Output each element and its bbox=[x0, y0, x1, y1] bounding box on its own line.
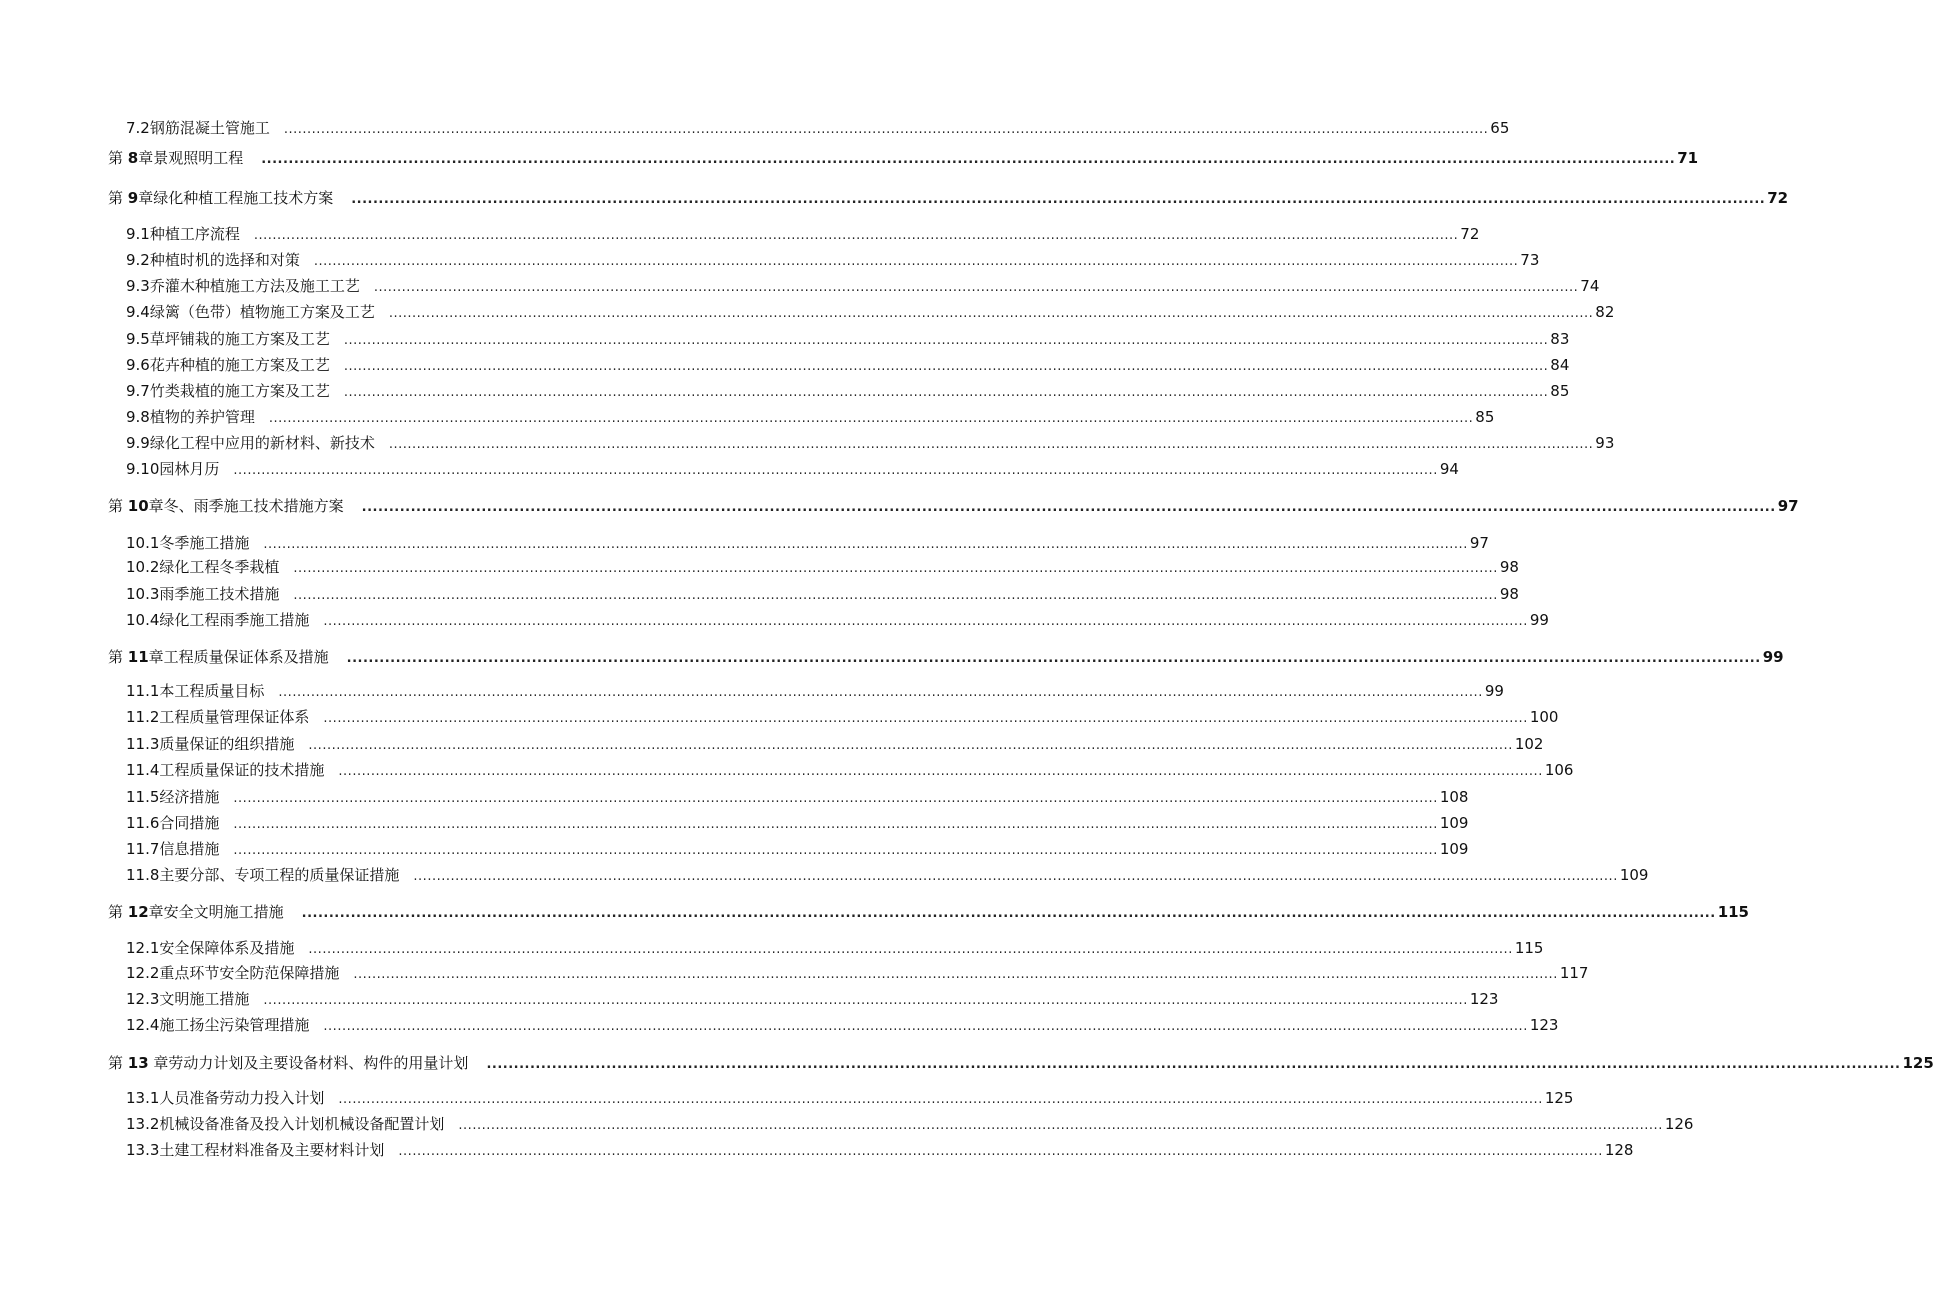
toc-entry-text: 种植工序流程 bbox=[149, 225, 240, 243]
toc-dot-leader: .................................................................................................................................................................................................................................................................... bbox=[283, 122, 1489, 137]
toc-section-entry[interactable] bbox=[126, 963, 1589, 985]
toc-section-entry[interactable] bbox=[126, 355, 1570, 377]
toc-page-number: 109 bbox=[1439, 840, 1469, 858]
toc-chapter-entry[interactable] bbox=[108, 902, 1749, 924]
toc-page-number: 108 bbox=[1439, 788, 1469, 806]
toc-section-entry[interactable] bbox=[126, 433, 1615, 455]
toc-page-number: 115 bbox=[1717, 903, 1749, 921]
toc-section-entry[interactable] bbox=[126, 381, 1570, 403]
toc-entry-prefix: 12.3 bbox=[126, 990, 160, 1008]
toc-section-entry[interactable] bbox=[126, 302, 1615, 324]
toc-page-number: 117 bbox=[1559, 964, 1589, 982]
toc-entry-title bbox=[126, 610, 309, 630]
toc-page-number: 109 bbox=[1439, 814, 1469, 832]
toc-section-entry[interactable] bbox=[126, 329, 1570, 351]
toc-entry-text: 章绿化种植工程施工技术方案 bbox=[138, 189, 334, 207]
toc-dot-leader: .................................................................................................................................................................................................................................................................... bbox=[351, 192, 1766, 207]
toc-dot-leader: .................................................................................................................................................................................................................................................................... bbox=[346, 651, 1761, 666]
toc-section-entry[interactable] bbox=[126, 734, 1544, 756]
toc-page-number: 100 bbox=[1529, 708, 1559, 726]
toc-entry-title bbox=[108, 148, 243, 168]
toc-entry-prefix: 第 bbox=[108, 903, 128, 921]
toc-entry-title bbox=[126, 407, 255, 427]
toc-entry-text: 信息措施 bbox=[159, 840, 220, 858]
toc-page-number: 98 bbox=[1499, 558, 1519, 576]
toc-entry-text: 本工程质量目标 bbox=[159, 682, 265, 700]
toc-chapter-number: 8 bbox=[127, 149, 139, 167]
toc-entry-title bbox=[108, 188, 333, 208]
toc-entry-prefix: 12.2 bbox=[126, 964, 160, 982]
toc-entry-title bbox=[126, 118, 270, 138]
toc-entry-prefix: 第 bbox=[108, 149, 128, 167]
toc-entry-text: 种植时机的选择和对策 bbox=[149, 251, 300, 269]
toc-entry-text: 冬季施工措施 bbox=[159, 534, 250, 552]
toc-dot-leader: .................................................................................................................................................................................................................................................................... bbox=[233, 843, 1438, 858]
toc-dot-leader: .................................................................................................................................................................................................................................................................... bbox=[353, 967, 1558, 982]
toc-entry-prefix: 11.5 bbox=[126, 788, 160, 806]
toc-page-number: 97 bbox=[1777, 497, 1799, 515]
toc-entry-title bbox=[126, 963, 339, 983]
toc-entry-text: 土建工程材料准备及主要材料计划 bbox=[159, 1141, 385, 1159]
toc-page-number: 93 bbox=[1595, 434, 1615, 452]
toc-dot-leader: .................................................................................................................................................................................................................................................................... bbox=[301, 906, 1716, 921]
toc-entry-text: 雨季施工技术措施 bbox=[159, 585, 280, 603]
toc-section-entry[interactable] bbox=[126, 760, 1574, 782]
toc-entry-prefix: 11.7 bbox=[126, 840, 160, 858]
toc-dot-leader: .................................................................................................................................................................................................................................................................... bbox=[308, 942, 1513, 957]
toc-page-number: 97 bbox=[1469, 534, 1489, 552]
toc-dot-leader: .................................................................................................................................................................................................................................................................... bbox=[338, 764, 1543, 779]
toc-entry-prefix: 第 bbox=[108, 648, 128, 666]
toc-entry-text: 文明施工措施 bbox=[159, 990, 250, 1008]
toc-entry-text: 机械设备准备及投入计划机械设备配置计划 bbox=[159, 1115, 445, 1133]
toc-section-entry[interactable] bbox=[126, 839, 1469, 861]
toc-entry-title bbox=[108, 902, 284, 922]
toc-chapter-number: 13 bbox=[127, 1054, 149, 1072]
toc-entry-prefix: 9.2 bbox=[126, 251, 150, 269]
toc-page-number: 73 bbox=[1520, 251, 1540, 269]
toc-entry-prefix: 9.9 bbox=[126, 434, 150, 452]
toc-page-number: 98 bbox=[1499, 585, 1519, 603]
toc-dot-leader: .................................................................................................................................................................................................................................................................... bbox=[308, 738, 1513, 753]
toc-section-entry[interactable] bbox=[126, 557, 1519, 579]
toc-dot-leader: .................................................................................................................................................................................................................................................................... bbox=[323, 1019, 1528, 1034]
toc-entry-prefix: 10.3 bbox=[126, 585, 160, 603]
toc-section-entry[interactable] bbox=[126, 989, 1499, 1011]
toc-dot-leader: .................................................................................................................................................................................................................................................................... bbox=[388, 306, 1594, 321]
toc-section-entry[interactable] bbox=[126, 224, 1480, 246]
toc-entry-title bbox=[126, 381, 330, 401]
toc-dot-leader: .................................................................................................................................................................................................................................................................... bbox=[278, 685, 1483, 700]
toc-chapter-number: 11 bbox=[127, 648, 149, 666]
toc-entry-text: 绿化工程冬季栽植 bbox=[159, 558, 280, 576]
toc-entry-title bbox=[126, 989, 249, 1009]
toc-entry-prefix: 9.10 bbox=[126, 460, 160, 478]
toc-entry-title bbox=[126, 813, 219, 833]
toc-entry-prefix: 9.3 bbox=[126, 277, 150, 295]
toc-entry-text: 章安全文明施工措施 bbox=[148, 903, 284, 921]
toc-entry-text: 园林月历 bbox=[159, 460, 220, 478]
toc-entry-text: 绿化工程雨季施工措施 bbox=[159, 611, 310, 629]
toc-chapter-number: 10 bbox=[127, 497, 149, 515]
toc-section-entry[interactable] bbox=[126, 1088, 1574, 1110]
toc-page-number: 125 bbox=[1544, 1089, 1574, 1107]
toc-section-entry[interactable] bbox=[126, 407, 1495, 429]
toc-chapter-entry[interactable] bbox=[108, 647, 1784, 669]
toc-entry-title bbox=[108, 496, 344, 516]
toc-entry-title bbox=[126, 865, 399, 885]
toc-entry-text: 施工扬尘污染管理措施 bbox=[159, 1016, 310, 1034]
toc-dot-leader: .................................................................................................................................................................................................................................................................... bbox=[323, 614, 1528, 629]
toc-entry-text: 工程质量保证的技术措施 bbox=[159, 761, 325, 779]
toc-entry-text: 竹类栽植的施工方案及工艺 bbox=[149, 382, 330, 400]
toc-entry-title bbox=[126, 250, 300, 270]
toc-section-entry[interactable] bbox=[126, 118, 1510, 140]
toc-dot-leader: .................................................................................................................................................................................................................................................................... bbox=[253, 228, 1459, 243]
toc-entry-text: 主要分部、专项工程的质量保证措施 bbox=[159, 866, 400, 884]
toc-entry-title bbox=[126, 938, 294, 958]
toc-section-entry[interactable] bbox=[126, 1140, 1634, 1162]
toc-dot-leader: .................................................................................................................................................................................................................................................................... bbox=[413, 869, 1618, 884]
toc-page-number: 126 bbox=[1664, 1115, 1694, 1133]
toc-entry-prefix: 11.3 bbox=[126, 735, 160, 753]
toc-entry-title bbox=[126, 839, 219, 859]
toc-section-entry[interactable] bbox=[126, 681, 1504, 703]
toc-page-number: 85 bbox=[1550, 382, 1570, 400]
toc-section-entry[interactable] bbox=[126, 1015, 1559, 1037]
toc-chapter-entry[interactable] bbox=[108, 188, 1789, 210]
toc-dot-leader: .................................................................................................................................................................................................................................................................... bbox=[233, 463, 1438, 478]
toc-entry-title bbox=[126, 734, 294, 754]
toc-entry-text: 合同措施 bbox=[159, 814, 220, 832]
toc-section-entry[interactable] bbox=[126, 865, 1649, 887]
toc-entry-title bbox=[126, 1114, 444, 1134]
toc-entry-title bbox=[126, 459, 219, 479]
toc-entry-prefix: 13.2 bbox=[126, 1115, 160, 1133]
toc-section-entry[interactable] bbox=[126, 707, 1559, 729]
toc-entry-prefix: 10.1 bbox=[126, 534, 160, 552]
toc-dot-leader: .................................................................................................................................................................................................................................................................... bbox=[343, 385, 1549, 400]
toc-section-entry[interactable] bbox=[126, 610, 1549, 632]
toc-entry-title bbox=[126, 276, 360, 296]
toc-page-number: 74 bbox=[1580, 277, 1600, 295]
toc-entry-text: 质量保证的组织措施 bbox=[159, 735, 295, 753]
toc-page-number: 128 bbox=[1604, 1141, 1634, 1159]
toc-entry-prefix: 13.1 bbox=[126, 1089, 160, 1107]
toc-page-number: 82 bbox=[1595, 303, 1615, 321]
toc-dot-leader: .................................................................................................................................................................................................................................................................... bbox=[268, 411, 1474, 426]
toc-entry-prefix: 10.4 bbox=[126, 611, 160, 629]
toc-page-number: 72 bbox=[1767, 189, 1789, 207]
toc-entry-title bbox=[126, 1140, 384, 1160]
toc-entry-text: 钢筋混凝土管施工 bbox=[149, 119, 270, 137]
toc-page-number: 99 bbox=[1762, 648, 1784, 666]
toc-section-entry[interactable] bbox=[126, 1114, 1694, 1136]
toc-entry-title bbox=[126, 224, 240, 244]
toc-entry-text: 乔灌木种植施工方法及施工工艺 bbox=[149, 277, 360, 295]
toc-entry-prefix: 7.2 bbox=[126, 119, 150, 137]
toc-entry-prefix: 12.1 bbox=[126, 939, 160, 957]
toc-entry-prefix: 9.8 bbox=[126, 408, 150, 426]
toc-entry-prefix: 11.8 bbox=[126, 866, 160, 884]
toc-entry-prefix: 11.6 bbox=[126, 814, 160, 832]
toc-dot-leader: .................................................................................................................................................................................................................................................................... bbox=[338, 1092, 1543, 1107]
toc-entry-title bbox=[126, 760, 324, 780]
toc-dot-leader: .................................................................................................................................................................................................................................................................... bbox=[261, 152, 1676, 167]
toc-page-number: 99 bbox=[1484, 682, 1504, 700]
toc-entry-prefix: 第 bbox=[108, 497, 128, 515]
toc-entry-prefix: 第 bbox=[108, 1054, 128, 1072]
toc-page-number: 72 bbox=[1460, 225, 1480, 243]
toc-entry-prefix: 9.4 bbox=[126, 303, 150, 321]
toc-entry-title bbox=[126, 707, 309, 727]
toc-entry-prefix: 10.2 bbox=[126, 558, 160, 576]
toc-page-number: 109 bbox=[1619, 866, 1649, 884]
toc-chapter-number: 12 bbox=[127, 903, 149, 921]
toc-entry-title bbox=[126, 302, 375, 322]
toc-page-number: 106 bbox=[1544, 761, 1574, 779]
toc-page-number: 123 bbox=[1529, 1016, 1559, 1034]
toc-entry-text: 章冬、雨季施工技术措施方案 bbox=[148, 497, 344, 515]
toc-entry-text: 章工程质量保证体系及措施 bbox=[148, 648, 329, 666]
toc-entry-title bbox=[126, 681, 264, 701]
toc-entry-title bbox=[126, 355, 330, 375]
toc-chapter-number: 9 bbox=[127, 189, 139, 207]
toc-page-number: 71 bbox=[1677, 149, 1699, 167]
toc-entry-prefix: 9.5 bbox=[126, 330, 150, 348]
toc-entry-text: 重点环节安全防范保障措施 bbox=[159, 964, 340, 982]
toc-dot-leader: .................................................................................................................................................................................................................................................................... bbox=[293, 588, 1498, 603]
toc-section-entry[interactable] bbox=[126, 938, 1544, 960]
toc-entry-title bbox=[126, 1088, 324, 1108]
toc-page-number: 84 bbox=[1550, 356, 1570, 374]
toc-page-number: 102 bbox=[1514, 735, 1544, 753]
toc-entry-text: 绿篱（色带）植物施工方案及工艺 bbox=[149, 303, 375, 321]
toc-entry-prefix: 9.7 bbox=[126, 382, 150, 400]
toc-entry-text: 经济措施 bbox=[159, 788, 220, 806]
toc-dot-leader: .................................................................................................................................................................................................................................................................... bbox=[486, 1057, 1901, 1072]
toc-page-number: 85 bbox=[1475, 408, 1495, 426]
toc-entry-title bbox=[126, 329, 330, 349]
toc-entry-text: 花卉种植的施工方案及工艺 bbox=[149, 356, 330, 374]
toc-dot-leader: .................................................................................................................................................................................................................................................................... bbox=[263, 537, 1468, 552]
toc-dot-leader: .................................................................................................................................................................................................................................................................... bbox=[343, 359, 1549, 374]
toc-section-entry[interactable] bbox=[126, 533, 1489, 555]
toc-entry-text: 章劳动力计划及主要设备材料、构件的用量计划 bbox=[148, 1054, 469, 1072]
toc-page-number: 125 bbox=[1902, 1054, 1934, 1072]
toc-dot-leader: .................................................................................................................................................................................................................................................................... bbox=[361, 500, 1776, 515]
toc-section-entry[interactable] bbox=[126, 276, 1600, 298]
toc-entry-prefix: 9.1 bbox=[126, 225, 150, 243]
toc-entry-text: 绿化工程中应用的新材料、新技术 bbox=[149, 434, 375, 452]
toc-dot-leader: .................................................................................................................................................................................................................................................................... bbox=[293, 561, 1498, 576]
toc-section-entry[interactable] bbox=[126, 459, 1459, 481]
toc-entry-prefix: 9.6 bbox=[126, 356, 150, 374]
toc-dot-leader: .................................................................................................................................................................................................................................................................... bbox=[458, 1118, 1663, 1133]
toc-dot-leader: .................................................................................................................................................................................................................................................................... bbox=[233, 817, 1438, 832]
toc-chapter-entry[interactable] bbox=[108, 1053, 1934, 1075]
toc-dot-leader: .................................................................................................................................................................................................................................................................... bbox=[388, 437, 1594, 452]
toc-dot-leader: .................................................................................................................................................................................................................................................................... bbox=[263, 993, 1468, 1008]
toc-entry-title bbox=[126, 557, 279, 577]
toc-chapter-entry[interactable] bbox=[108, 148, 1699, 170]
toc-chapter-entry[interactable] bbox=[108, 496, 1799, 518]
toc-entry-text: 草坪铺栽的施工方案及工艺 bbox=[149, 330, 330, 348]
toc-entry-title bbox=[108, 647, 329, 667]
toc-dot-leader: .................................................................................................................................................................................................................................................................... bbox=[343, 333, 1549, 348]
toc-section-entry[interactable] bbox=[126, 584, 1519, 606]
toc-entry-prefix: 第 bbox=[108, 189, 128, 207]
toc-dot-leader: .................................................................................................................................................................................................................................................................... bbox=[398, 1144, 1603, 1159]
toc-entry-prefix: 11.1 bbox=[126, 682, 160, 700]
toc-entry-prefix: 13.3 bbox=[126, 1141, 160, 1159]
toc-entry-prefix: 11.2 bbox=[126, 708, 160, 726]
toc-entry-prefix: 11.4 bbox=[126, 761, 160, 779]
toc-page-number: 115 bbox=[1514, 939, 1544, 957]
toc-page-number: 65 bbox=[1490, 119, 1510, 137]
toc-entry-text: 安全保障体系及措施 bbox=[159, 939, 295, 957]
toc-page-number: 99 bbox=[1529, 611, 1549, 629]
toc-page-number: 123 bbox=[1469, 990, 1499, 1008]
toc-section-entry[interactable] bbox=[126, 250, 1540, 272]
toc-entry-title bbox=[126, 433, 375, 453]
toc-entry-title bbox=[126, 1015, 309, 1035]
toc-entry-text: 人员准备劳动力投入计划 bbox=[159, 1089, 325, 1107]
toc-entry-text: 植物的养护管理 bbox=[149, 408, 255, 426]
toc-dot-leader: .................................................................................................................................................................................................................................................................... bbox=[313, 254, 1519, 269]
toc-entry-prefix: 12.4 bbox=[126, 1016, 160, 1034]
toc-section-entry[interactable] bbox=[126, 813, 1469, 835]
toc-entry-text: 工程质量管理保证体系 bbox=[159, 708, 310, 726]
toc-dot-leader: .................................................................................................................................................................................................................................................................... bbox=[233, 791, 1438, 806]
toc-entry-title bbox=[126, 533, 249, 553]
toc-dot-leader: .................................................................................................................................................................................................................................................................... bbox=[373, 280, 1579, 295]
toc-page-number: 83 bbox=[1550, 330, 1570, 348]
toc-entry-title bbox=[126, 584, 279, 604]
toc-section-entry[interactable] bbox=[126, 787, 1469, 809]
toc-dot-leader: .................................................................................................................................................................................................................................................................... bbox=[323, 711, 1528, 726]
toc-page-number: 94 bbox=[1439, 460, 1459, 478]
toc-entry-title bbox=[126, 787, 219, 807]
toc-entry-title bbox=[108, 1053, 468, 1073]
toc-entry-text: 章景观照明工程 bbox=[138, 149, 244, 167]
